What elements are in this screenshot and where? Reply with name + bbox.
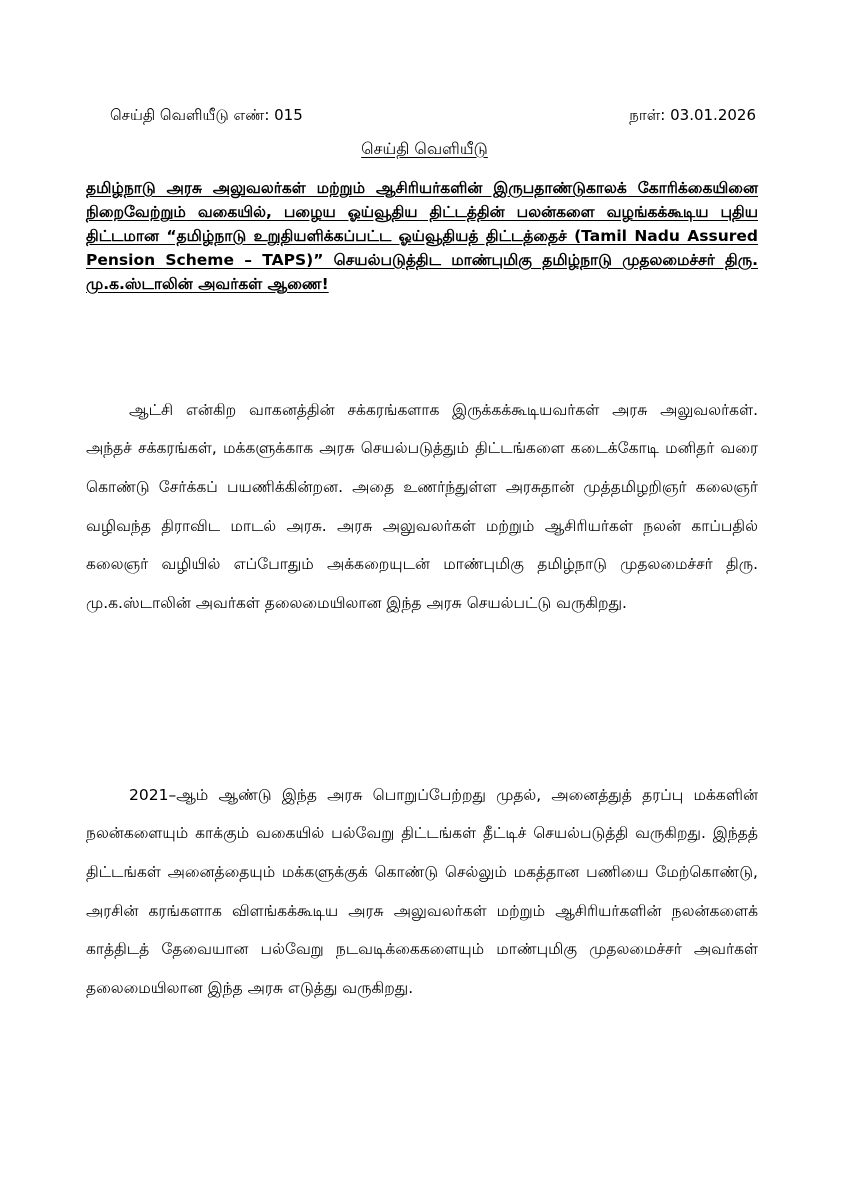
document-title	[0, 139, 849, 160]
body-paragraph-2: 2021–ஆம் ஆண்டு இந்த அரசு பொறுப்பேற்றது முதல், அனைத்துத் தரப்பு மக்களின் நலன்களையும் காக்கும் வகையில் பல்வேறு திட்டங்கள் தீட்டிச் செயல்படுத்தி வருகிறது. இந்தத் திட்டங்கள் அனைத்தையும் மக்களுக்குக் கொண்டு செல்லும் மகத்தான பணியை மேற்கொண்டு, அரசின் கரங்களாக விளங்கக்கூடிய அரசு அலுவலர்கள் மற்றும் ஆசிரியர்களின் நலன்களைக் காத்திடத் தேவையான பல்வேறு நடவடிக்கைகளையும் மாண்புமிகு முதலமைச்சர் அவர்கள் தலைமையிலான இந்த அரசு எடுத்து வருகிறது.	[86, 785, 758, 998]
headline	[86, 176, 758, 296]
body-paragraph-1: ஆட்சி என்கிற வாகனத்தின் சக்கரங்களாக இருக்கக்கூடியவர்கள் அரசு அலுவலர்கள். அந்தச் சக்கரங்கள், மக்களுக்காக அரசு செயல்படுத்தும் திட்டங்களை கடைக்கோடி மனிதர் வரை கொண்டு சேர்க்கப் பயணிக்கின்றன. அதை உணர்ந்துள்ள அரசுதான் முத்தமிழறிஞர் கலைஞர் வழிவந்த திராவிட மாடல் அரசு. அரசு அலுவலர்கள் மற்றும் ஆசிரியர்கள் நலன் காப்பதில் கலைஞர் வழியில் எப்போதும் அக்கறையுடன் மாண்புமிகு தமிழ்நாடு முதலமைச்சர் திரு. மு.க.ஸ்டாலின் அவர்கள் தலைமையிலான இந்த அரசு செயல்பட்டு வருகிறது.	[86, 400, 758, 613]
release-number: செய்தி வெளியீடு எண்: 015	[110, 106, 303, 124]
document-title-text: செய்தி வெளியீடு	[361, 139, 488, 158]
release-date: நாள்: 03.01.2026	[629, 106, 756, 124]
headline-text: தமிழ்நாடு அரசு அலுவலர்கள் மற்றும் ஆசிரியர்களின் இருபதாண்டுகாலக் கோரிக்கையினை நிறைவேற்றும் வகையில், பழைய ஓய்வூதிய திட்டத்தின் பலன்களை வழங்கக்கூடிய புதிய திட்டமான “தமிழ்நாடு உறுதியளிக்கப்பட்ட ஓய்வூதியத் திட்டத்தைச் (Tamil Nadu Assured Pension Scheme – TAPS)” செயல்படுத்திட மாண்புமிகு தமிழ்நாடு முதலமைச்சர் திரு. மு.க.ஸ்டாலின் அவர்கள் ஆணை!	[86, 179, 758, 293]
